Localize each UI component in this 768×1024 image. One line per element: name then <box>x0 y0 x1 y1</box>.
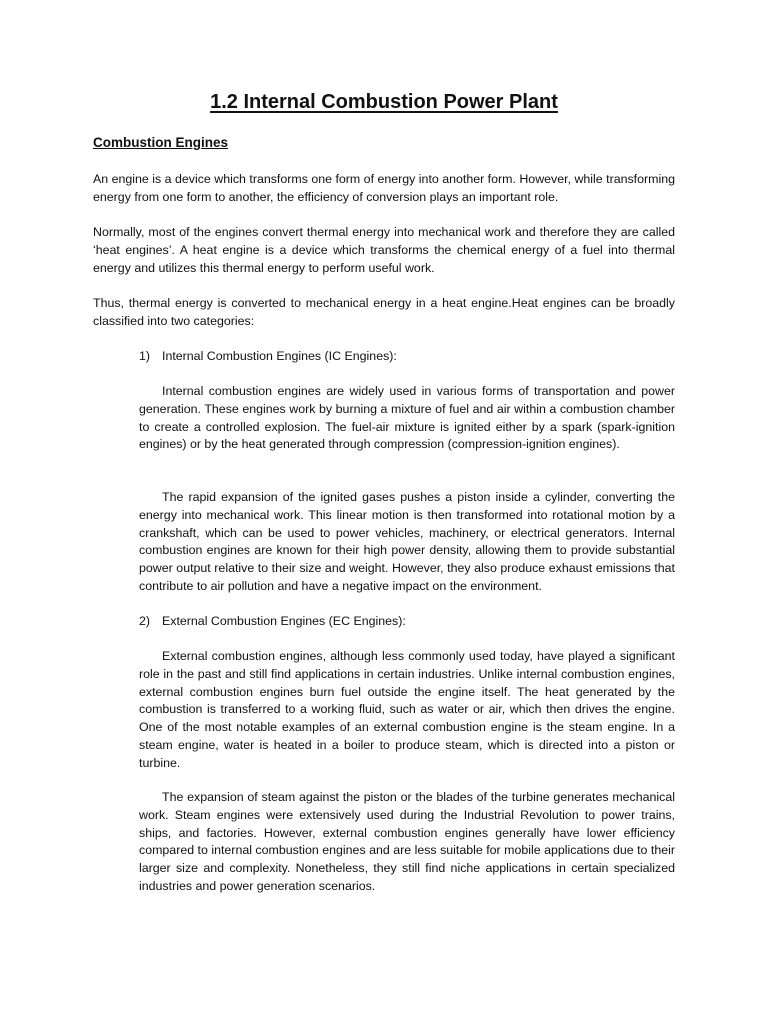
section-heading: Combustion Engines <box>93 135 228 150</box>
list-item-number-1: 1) <box>139 349 151 363</box>
ic-engines-paragraph-2: The rapid expansion of the ignited gases pushes a piston inside a cylinder, converting the energy into mechanical work. This linear motion is then transformed into rotational motion by a crankshaft, which can be used to power vehicles, machinery, or electrical generators. Internal combustion engines are known for their high power density, allowing them to provide substantial power output relative to their size and weight. However, they also produce exhaust emissions that contribute to air pollution and have a negative impact on the environment. <box>139 490 675 593</box>
intro-paragraph-1: An engine is a device which transforms one form of energy into another form. However, while transforming energy from one form to another, the efficiency of conversion plays an important role. <box>93 172 675 204</box>
list-item-heading-2 <box>139 612 406 630</box>
page-title-text: 1.2 Internal Combustion Power Plant <box>210 91 558 113</box>
list-item-heading-text-2: External Combustion Engines (EC Engines): <box>162 614 406 628</box>
list-item-heading-text-1: Internal Combustion Engines (IC Engines): <box>162 349 397 363</box>
intro-paragraph-2: Normally, most of the engines convert thermal energy into mechanical work and therefore they are called ‘heat engines’. A heat engine is a device which transforms the chemical energy of a fuel into thermal energy and utilizes this thermal energy to perform useful work. <box>93 225 675 275</box>
intro-paragraph-3: Thus, thermal energy is converted to mechanical energy in a heat engine.Heat engines can be broadly classified into two categories: <box>93 296 675 328</box>
ec-engines-paragraph-2: The expansion of steam against the piston or the blades of the turbine generates mechanical work. Steam engines were extensively used during the Industrial Revolution to power trains, ships, and factories. However, external combustion engines generally have lower efficiency compared to internal combustion engines and are less suitable for mobile applications due to their larger size and complexity. Nonetheless, they still find niche applications in certain specialized industries and power generation scenarios. <box>139 790 675 893</box>
ic-engines-paragraph-1: Internal combustion engines are widely used in various forms of transportation and power generation. These engines work by burning a mixture of fuel and air within a combustion chamber to create a controlled explosion. The fuel-air mixture is ignited either by a spark (spark-ignition engines) or by the heat generated through compression (compression-ignition engines). <box>139 384 675 452</box>
list-item-number-2: 2) <box>139 614 151 628</box>
list-item-heading-1 <box>139 347 397 365</box>
page-title <box>0 88 768 116</box>
ec-engines-paragraph-1: External combustion engines, although less commonly used today, have played a significant role in the past and still find applications in certain industries. Unlike internal combustion engines, external combustion engines burn fuel outside the engine itself. The heat generated by the combustion is transferred to a working fluid, such as water or air, which then drives the engine. One of the most notable examples of an external combustion engine is the steam engine. In a steam engine, water is heated in a boiler to produce steam, which is directed into a piston or turbine. <box>139 649 675 770</box>
